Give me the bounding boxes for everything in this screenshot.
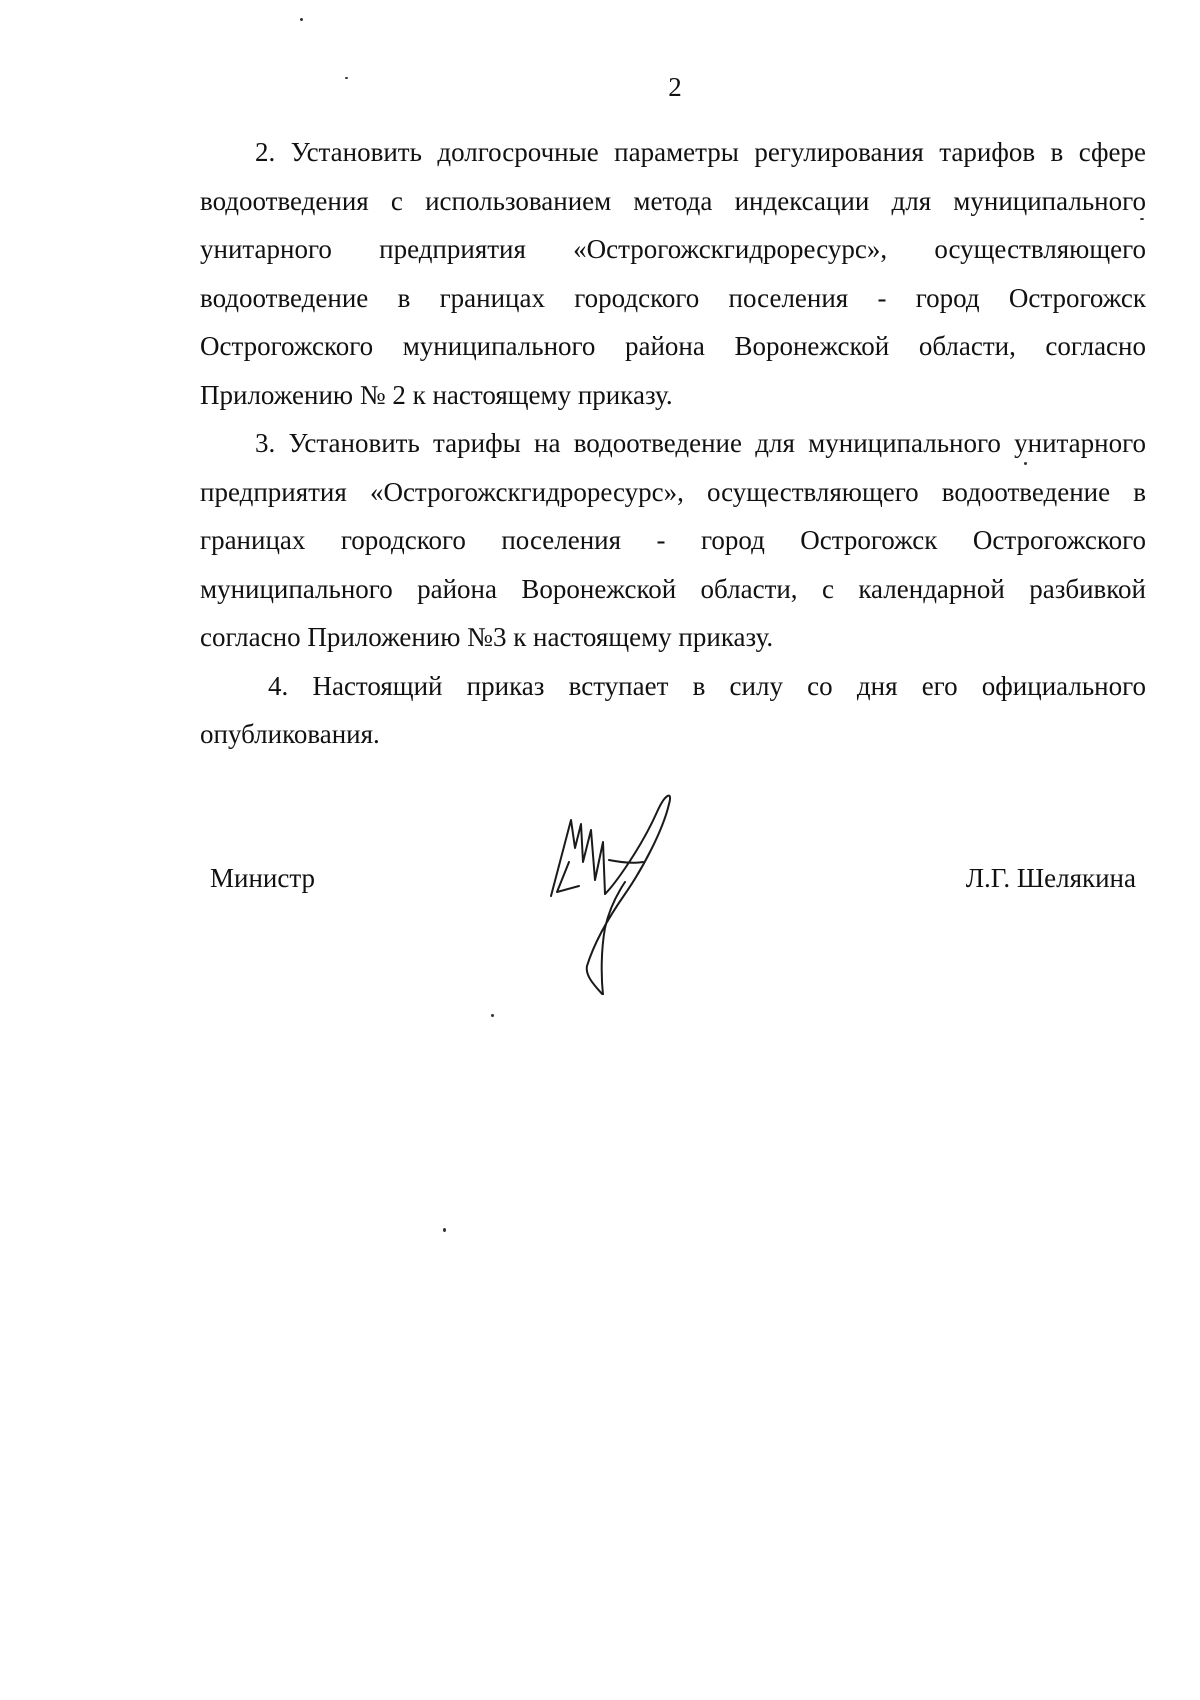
handwritten-signature-icon: [545, 790, 695, 995]
scan-speck: [491, 1014, 494, 1017]
scan-speck: [443, 1228, 446, 1232]
paragraph-item-4: 4. Настоящий приказ вступает в силу со дня его официального опубликования.: [200, 670, 1146, 749]
signatory-name: Л.Г. Шелякина: [965, 863, 1136, 893]
paragraph-item-3: 3. Установить тарифы на водоотведение для муниципального унитарного предприятия «Острогожскгидроресурс», осуществляющего водоотведение в границах городского поселения - город Острогожск Острогожского муниципального района Воронежской области, с календарной разбивкой согласно Приложению №3 к настоящему приказу.: [200, 428, 1146, 652]
scan-speck: [345, 77, 348, 79]
paragraph-item-2: 2. Установить долгосрочные параметры регулирования тарифов в сфере водоотведения с использованием метода индексации для муниципального унитарного предприятия «Острогожскгидроресурс», осуществляющего водоотведение в границах городского поселения - город Острогожск Острогожского муниципального района Воронежской области, согласно Приложению № 2 к настоящему приказу.: [200, 137, 1146, 410]
signatory-position: Министр: [210, 863, 315, 893]
document-body: [200, 128, 1146, 759]
page-number: 2: [668, 72, 682, 102]
scan-speck: [300, 18, 303, 21]
